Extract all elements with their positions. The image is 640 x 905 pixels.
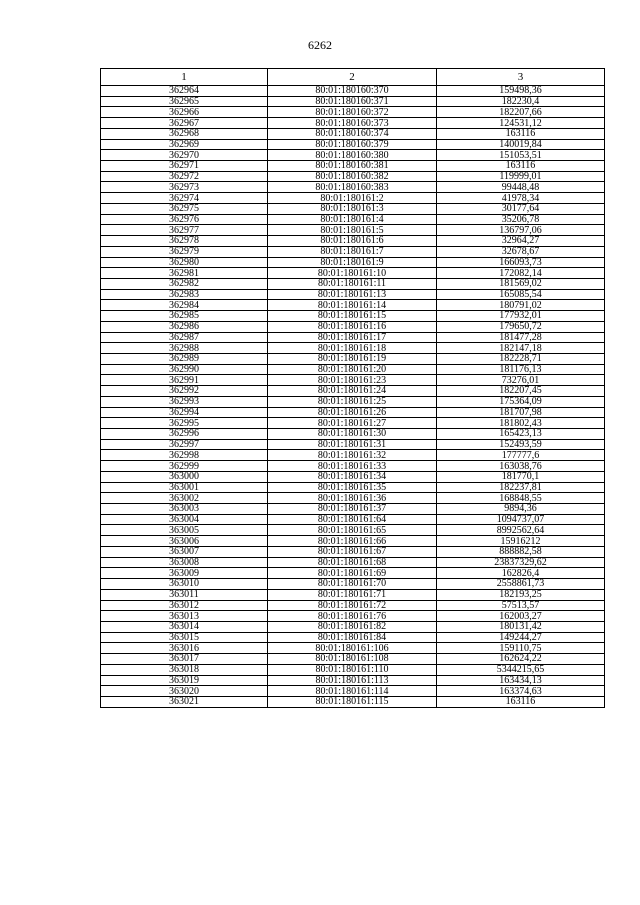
table-row bbox=[101, 289, 605, 300]
table-cell: 165423,13 bbox=[437, 429, 605, 440]
table-cell: 362993 bbox=[101, 396, 268, 407]
table-cell: 362976 bbox=[101, 214, 268, 225]
table-cell: 136797,06 bbox=[437, 225, 605, 236]
table-cell: 80:01:180161:70 bbox=[268, 579, 437, 590]
table-row bbox=[101, 353, 605, 364]
table-cell: 363021 bbox=[101, 696, 268, 707]
table-row bbox=[101, 107, 605, 118]
table-cell: 362981 bbox=[101, 268, 268, 279]
table-cell: 181569,02 bbox=[437, 278, 605, 289]
table-cell: 182207,66 bbox=[437, 107, 605, 118]
table-cell: 80:01:180160:379 bbox=[268, 139, 437, 150]
table-row bbox=[101, 396, 605, 407]
table-cell: 80:01:180161:4 bbox=[268, 214, 437, 225]
table-cell: 363018 bbox=[101, 664, 268, 675]
table-row bbox=[101, 150, 605, 161]
table-cell: 362984 bbox=[101, 300, 268, 311]
table-cell: 80:01:180160:370 bbox=[268, 86, 437, 97]
table-cell: 80:01:180161:36 bbox=[268, 493, 437, 504]
table-row bbox=[101, 214, 605, 225]
table-cell: 80:01:180161:82 bbox=[268, 621, 437, 632]
table-cell: 80:01:180161:35 bbox=[268, 482, 437, 493]
table-cell: 182230,4 bbox=[437, 96, 605, 107]
table-row bbox=[101, 514, 605, 525]
table-cell: 162624,22 bbox=[437, 654, 605, 665]
table-row bbox=[101, 439, 605, 450]
table-row bbox=[101, 525, 605, 536]
table-row bbox=[101, 182, 605, 193]
table-row bbox=[101, 450, 605, 461]
table-cell: 32964,27 bbox=[437, 236, 605, 247]
table-cell: 362982 bbox=[101, 278, 268, 289]
table-row bbox=[101, 418, 605, 429]
table-cell: 362966 bbox=[101, 107, 268, 118]
table-row bbox=[101, 686, 605, 697]
table-cell: 362973 bbox=[101, 182, 268, 193]
table-cell: 181770,1 bbox=[437, 471, 605, 482]
table-row bbox=[101, 632, 605, 643]
table-cell: 363001 bbox=[101, 482, 268, 493]
table-cell: 80:01:180161:69 bbox=[268, 568, 437, 579]
table-row bbox=[101, 611, 605, 622]
table-cell: 362965 bbox=[101, 96, 268, 107]
table-cell: 162003,27 bbox=[437, 611, 605, 622]
table-row bbox=[101, 225, 605, 236]
table-cell: 80:01:180161:72 bbox=[268, 600, 437, 611]
table-row bbox=[101, 161, 605, 172]
table-cell: 182193,25 bbox=[437, 589, 605, 600]
table-cell: 363020 bbox=[101, 686, 268, 697]
table-row bbox=[101, 664, 605, 675]
table-cell: 362986 bbox=[101, 321, 268, 332]
table-row bbox=[101, 193, 605, 204]
table-cell: 80:01:180161:14 bbox=[268, 300, 437, 311]
table-row bbox=[101, 118, 605, 129]
table-cell: 362989 bbox=[101, 353, 268, 364]
table-cell: 181707,98 bbox=[437, 407, 605, 418]
table-cell: 181477,28 bbox=[437, 332, 605, 343]
table-row bbox=[101, 504, 605, 515]
table-cell: 80:01:180161:67 bbox=[268, 546, 437, 557]
data-table bbox=[100, 68, 605, 708]
table-cell: 23837329,62 bbox=[437, 557, 605, 568]
table-cell: 362970 bbox=[101, 150, 268, 161]
table-cell: 80:01:180161:76 bbox=[268, 611, 437, 622]
table-cell: 80:01:180161:7 bbox=[268, 246, 437, 257]
table-row bbox=[101, 171, 605, 182]
page-number: 6262 bbox=[308, 38, 332, 52]
table-cell: 80:01:180161:108 bbox=[268, 654, 437, 665]
table-cell: 2558861,73 bbox=[437, 579, 605, 590]
table-row bbox=[101, 268, 605, 279]
table-cell: 362968 bbox=[101, 128, 268, 139]
table-row bbox=[101, 675, 605, 686]
table-row bbox=[101, 278, 605, 289]
table-cell: 177932,01 bbox=[437, 311, 605, 322]
table-cell: 363005 bbox=[101, 525, 268, 536]
table-cell: 362987 bbox=[101, 332, 268, 343]
table-row bbox=[101, 343, 605, 354]
table-cell: 80:01:180161:24 bbox=[268, 386, 437, 397]
table-cell: 363008 bbox=[101, 557, 268, 568]
table-row bbox=[101, 621, 605, 632]
table-cell: 80:01:180161:15 bbox=[268, 311, 437, 322]
table-cell: 80:01:180161:18 bbox=[268, 343, 437, 354]
table-cell: 159498,36 bbox=[437, 86, 605, 97]
table-cell: 180791,02 bbox=[437, 300, 605, 311]
table-cell: 80:01:180161:33 bbox=[268, 461, 437, 472]
table-cell: 362995 bbox=[101, 418, 268, 429]
table-cell: 15916212 bbox=[437, 536, 605, 547]
table-cell: 362972 bbox=[101, 171, 268, 182]
table-cell: 152493,59 bbox=[437, 439, 605, 450]
table-cell: 362974 bbox=[101, 193, 268, 204]
table-cell: 888882,58 bbox=[437, 546, 605, 557]
table-cell: 363013 bbox=[101, 611, 268, 622]
table-cell: 181176,13 bbox=[437, 364, 605, 375]
table-cell: 9894,36 bbox=[437, 504, 605, 515]
table-cell: 80:01:180160:373 bbox=[268, 118, 437, 129]
table-cell: 362992 bbox=[101, 386, 268, 397]
table-cell: 159110,75 bbox=[437, 643, 605, 654]
table-cell: 80:01:180161:10 bbox=[268, 268, 437, 279]
table-cell: 363009 bbox=[101, 568, 268, 579]
table-cell: 149244,27 bbox=[437, 632, 605, 643]
table-cell: 362979 bbox=[101, 246, 268, 257]
table-cell: 175364,09 bbox=[437, 396, 605, 407]
table-row bbox=[101, 429, 605, 440]
table-cell: 363017 bbox=[101, 654, 268, 665]
table-cell: 362969 bbox=[101, 139, 268, 150]
table-cell: 163434,13 bbox=[437, 675, 605, 686]
table-cell: 180131,42 bbox=[437, 621, 605, 632]
table-cell: 80:01:180161:64 bbox=[268, 514, 437, 525]
table-cell: 166093,73 bbox=[437, 257, 605, 268]
table-cell: 119999,01 bbox=[437, 171, 605, 182]
table-row bbox=[101, 96, 605, 107]
table-row bbox=[101, 375, 605, 386]
table-row bbox=[101, 589, 605, 600]
table-row bbox=[101, 203, 605, 214]
table-cell: 363002 bbox=[101, 493, 268, 504]
table-cell: 362998 bbox=[101, 450, 268, 461]
table-row bbox=[101, 246, 605, 257]
table-cell: 363019 bbox=[101, 675, 268, 686]
table-cell: 363011 bbox=[101, 589, 268, 600]
table-cell: 80:01:180161:37 bbox=[268, 504, 437, 515]
table-cell: 362999 bbox=[101, 461, 268, 472]
table-row bbox=[101, 407, 605, 418]
table-cell: 362978 bbox=[101, 236, 268, 247]
table-cell: 80:01:180160:374 bbox=[268, 128, 437, 139]
table-cell: 163038,76 bbox=[437, 461, 605, 472]
table-cell: 362997 bbox=[101, 439, 268, 450]
table-cell: 363016 bbox=[101, 643, 268, 654]
table-cell: 80:01:180161:3 bbox=[268, 203, 437, 214]
table-cell: 362964 bbox=[101, 86, 268, 97]
table-cell: 362980 bbox=[101, 257, 268, 268]
table-cell: 32678,67 bbox=[437, 246, 605, 257]
table-cell: 363012 bbox=[101, 600, 268, 611]
table-cell: 80:01:180160:371 bbox=[268, 96, 437, 107]
column-header: 3 bbox=[437, 69, 605, 86]
table-cell: 80:01:180161:34 bbox=[268, 471, 437, 482]
table-cell: 182237,81 bbox=[437, 482, 605, 493]
table-cell: 182147,18 bbox=[437, 343, 605, 354]
table-cell: 99448,48 bbox=[437, 182, 605, 193]
table-cell: 363015 bbox=[101, 632, 268, 643]
table-cell: 362977 bbox=[101, 225, 268, 236]
table-cell: 5344215,65 bbox=[437, 664, 605, 675]
table-cell: 80:01:180161:71 bbox=[268, 589, 437, 600]
table-cell: 80:01:180161:23 bbox=[268, 375, 437, 386]
table-cell: 80:01:180161:27 bbox=[268, 418, 437, 429]
table-row bbox=[101, 364, 605, 375]
table-cell: 80:01:180161:16 bbox=[268, 321, 437, 332]
table-cell: 163116 bbox=[437, 696, 605, 707]
table-cell: 80:01:180160:382 bbox=[268, 171, 437, 182]
table-cell: 362990 bbox=[101, 364, 268, 375]
table-cell: 35206,78 bbox=[437, 214, 605, 225]
table-cell: 163374,63 bbox=[437, 686, 605, 697]
table-row bbox=[101, 696, 605, 707]
table-cell: 363014 bbox=[101, 621, 268, 632]
table-row bbox=[101, 568, 605, 579]
table-cell: 362985 bbox=[101, 311, 268, 322]
table-row bbox=[101, 557, 605, 568]
table-cell: 80:01:180161:110 bbox=[268, 664, 437, 675]
table-cell: 362983 bbox=[101, 289, 268, 300]
table-cell: 80:01:180160:381 bbox=[268, 161, 437, 172]
table-header-row bbox=[101, 69, 605, 86]
table-cell: 80:01:180161:6 bbox=[268, 236, 437, 247]
table-cell: 363010 bbox=[101, 579, 268, 590]
table-row bbox=[101, 654, 605, 665]
table-row bbox=[101, 471, 605, 482]
table-cell: 151053,51 bbox=[437, 150, 605, 161]
table-cell: 363007 bbox=[101, 546, 268, 557]
table-cell: 163116 bbox=[437, 128, 605, 139]
table-cell: 80:01:180161:32 bbox=[268, 450, 437, 461]
table-cell: 80:01:180161:66 bbox=[268, 536, 437, 547]
table-row bbox=[101, 579, 605, 590]
table-row bbox=[101, 332, 605, 343]
table-cell: 30177,64 bbox=[437, 203, 605, 214]
table-row bbox=[101, 482, 605, 493]
table-row bbox=[101, 600, 605, 611]
table-cell: 80:01:180161:68 bbox=[268, 557, 437, 568]
table-cell: 182228,71 bbox=[437, 353, 605, 364]
table-row bbox=[101, 128, 605, 139]
table-cell: 80:01:180161:30 bbox=[268, 429, 437, 440]
table-cell: 163116 bbox=[437, 161, 605, 172]
table-cell: 80:01:180161:84 bbox=[268, 632, 437, 643]
table-cell: 80:01:180161:114 bbox=[268, 686, 437, 697]
column-header: 2 bbox=[268, 69, 437, 86]
table-cell: 1094737,07 bbox=[437, 514, 605, 525]
table-cell: 362996 bbox=[101, 429, 268, 440]
table-cell: 80:01:180160:380 bbox=[268, 150, 437, 161]
table-row bbox=[101, 536, 605, 547]
table-cell: 80:01:180161:19 bbox=[268, 353, 437, 364]
table-cell: 362975 bbox=[101, 203, 268, 214]
table-row bbox=[101, 461, 605, 472]
table-cell: 172082,14 bbox=[437, 268, 605, 279]
table-cell: 41978,34 bbox=[437, 193, 605, 204]
table-cell: 8992562,64 bbox=[437, 525, 605, 536]
table-cell: 179650,72 bbox=[437, 321, 605, 332]
table-cell: 362971 bbox=[101, 161, 268, 172]
table-cell: 80:01:180161:2 bbox=[268, 193, 437, 204]
table-cell: 124531,12 bbox=[437, 118, 605, 129]
table-cell: 80:01:180161:5 bbox=[268, 225, 437, 236]
table-cell: 362991 bbox=[101, 375, 268, 386]
table-cell: 73276,01 bbox=[437, 375, 605, 386]
table-cell: 80:01:180161:25 bbox=[268, 396, 437, 407]
table-cell: 363004 bbox=[101, 514, 268, 525]
column-header: 1 bbox=[101, 69, 268, 86]
table-cell: 80:01:180161:9 bbox=[268, 257, 437, 268]
table-cell: 80:01:180161:115 bbox=[268, 696, 437, 707]
table-cell: 80:01:180161:13 bbox=[268, 289, 437, 300]
table-cell: 140019,84 bbox=[437, 139, 605, 150]
table-cell: 80:01:180160:383 bbox=[268, 182, 437, 193]
table-row bbox=[101, 236, 605, 247]
table-cell: 80:01:180161:20 bbox=[268, 364, 437, 375]
table-cell: 362988 bbox=[101, 343, 268, 354]
table-row bbox=[101, 257, 605, 268]
table-row bbox=[101, 321, 605, 332]
table-row bbox=[101, 643, 605, 654]
table-cell: 177777,6 bbox=[437, 450, 605, 461]
table-cell: 362994 bbox=[101, 407, 268, 418]
table-cell: 165085,54 bbox=[437, 289, 605, 300]
table-cell: 80:01:180161:17 bbox=[268, 332, 437, 343]
table-cell: 182207,45 bbox=[437, 386, 605, 397]
table-cell: 80:01:180161:65 bbox=[268, 525, 437, 536]
table-cell: 168848,55 bbox=[437, 493, 605, 504]
table-cell: 362967 bbox=[101, 118, 268, 129]
table-row bbox=[101, 311, 605, 322]
table-body bbox=[101, 69, 605, 708]
table-row bbox=[101, 386, 605, 397]
table-cell: 162826,4 bbox=[437, 568, 605, 579]
table-cell: 80:01:180161:31 bbox=[268, 439, 437, 450]
table-cell: 363000 bbox=[101, 471, 268, 482]
table-cell: 181802,43 bbox=[437, 418, 605, 429]
table-row bbox=[101, 300, 605, 311]
table-row bbox=[101, 86, 605, 97]
table-row bbox=[101, 546, 605, 557]
table-cell: 80:01:180161:11 bbox=[268, 278, 437, 289]
table-cell: 80:01:180161:113 bbox=[268, 675, 437, 686]
table-row bbox=[101, 139, 605, 150]
table-cell: 363003 bbox=[101, 504, 268, 515]
table-cell: 363006 bbox=[101, 536, 268, 547]
table-row bbox=[101, 493, 605, 504]
table-cell: 80:01:180160:372 bbox=[268, 107, 437, 118]
table-cell: 57513,57 bbox=[437, 600, 605, 611]
table-cell: 80:01:180161:26 bbox=[268, 407, 437, 418]
table-cell: 80:01:180161:106 bbox=[268, 643, 437, 654]
